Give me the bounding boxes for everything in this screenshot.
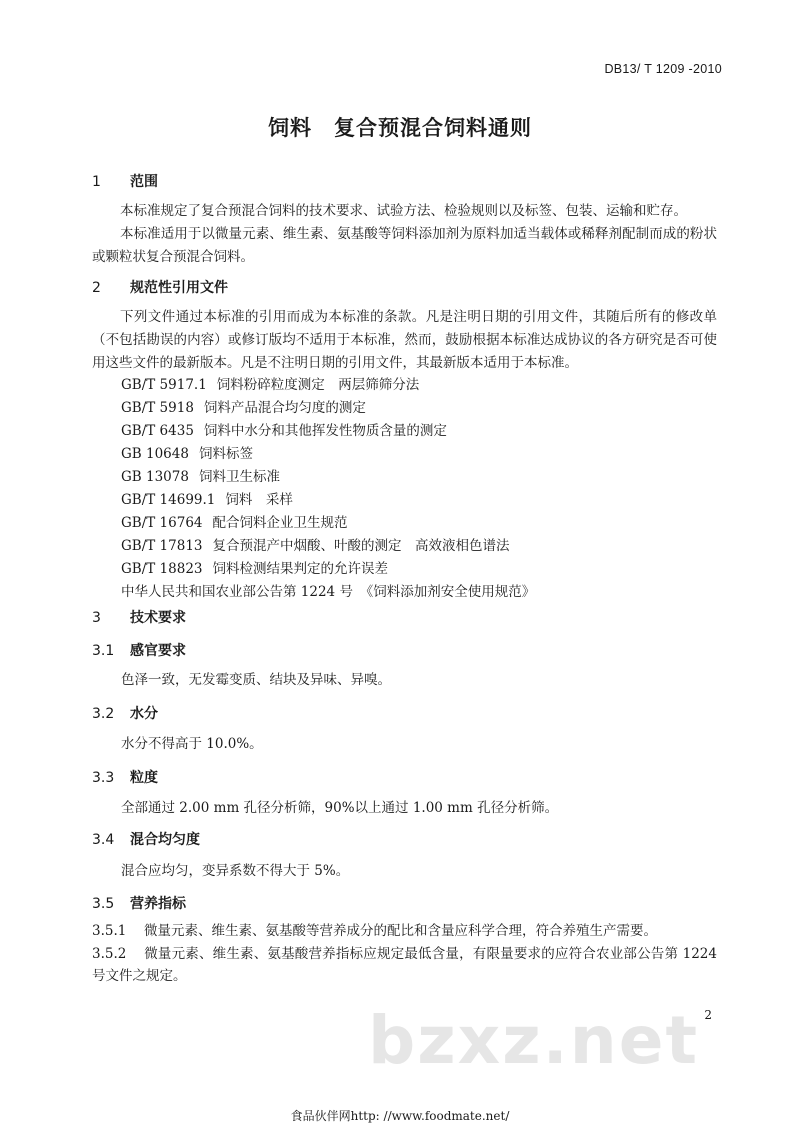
reference-item (121, 489, 535, 512)
reference-title: 饲料粉碎粒度测定 两层筛筛分法 (216, 377, 420, 393)
reference-list (121, 374, 535, 604)
reference-code: GB/T 6435 (121, 423, 194, 439)
reference-title: 中华人民共和国农业部公告第 1224 号 《饲料添加剂安全使用规范》 (121, 584, 536, 600)
standard-code: DB13/ T 1209 -2010 (604, 62, 722, 76)
page-number: 2 (704, 1008, 712, 1022)
section-3-1-text: 色泽一致，无发霉变质、结块及异味、异嗅。 (121, 672, 391, 688)
clause-number: 3.5.2 (92, 946, 127, 962)
section-title: 技术要求 (130, 610, 186, 626)
section-title: 混合均匀度 (130, 832, 200, 848)
section-number: 3 (92, 610, 101, 626)
reference-title: 饲料检测结果判定的允许误差 (212, 561, 388, 577)
reference-item (121, 420, 535, 443)
section-3-4-heading (92, 829, 200, 849)
section-number: 3.1 (92, 643, 115, 659)
title-part-1: 饲料 (268, 116, 312, 140)
reference-code: GB/T 17813 (121, 538, 203, 554)
section-title: 感官要求 (130, 643, 186, 659)
section-number: 3.3 (92, 770, 115, 786)
section-3-3-text: 全部通过 2.00 mm 孔径分析筛，90%以上通过 1.00 mm 孔径分析筛。 (121, 800, 559, 816)
section-3-2-text: 水分不得高于 10.0%。 (121, 736, 263, 752)
clause-number: 3.5.1 (92, 923, 127, 939)
reference-title: 饲料产品混合均匀度的测定 (203, 400, 366, 416)
reference-code: GB 10648 (121, 446, 189, 462)
section-3-5-heading (92, 893, 186, 913)
reference-code: GB/T 5917.1 (121, 377, 207, 393)
reference-code: GB/T 18823 (121, 561, 203, 577)
document-title (0, 112, 800, 142)
section-number: 1 (92, 174, 101, 190)
section-3-1-heading (92, 640, 186, 660)
section-3-5-2 (92, 943, 717, 987)
section-3-3-heading (92, 767, 158, 787)
reference-code: GB/T 5918 (121, 400, 194, 416)
section-2-heading (92, 277, 228, 297)
section-2-para: 下列文件通过本标准的引用而成为本标准的条款。凡是注明日期的引用文件，其随后所有的修改单（不包括勘误的内容）或修订版均不适用于本标准，然而，鼓励根据本标准达成协议的各方研究是否可使用这些文件的最新版本。凡是不注明日期的引用文件，其最新版本适用于本标准。 (92, 309, 717, 371)
reference-title: 饲料标签 (198, 446, 253, 462)
reference-item (121, 535, 535, 558)
watermark-text: bzxz.net (368, 1002, 700, 1079)
section-title: 范围 (130, 174, 158, 190)
section-number: 3.4 (92, 832, 115, 848)
reference-title: 饲料中水分和其他挥发性物质含量的测定 (203, 423, 447, 439)
section-title: 粒度 (130, 770, 158, 786)
section-1-para-1: 本标准规定了复合预混合饲料的技术要求、试验方法、检验规则以及标签、包装、运输和贮存。 (120, 203, 687, 219)
reference-item (121, 443, 535, 466)
clause-text: 微量元素、维生素、氨基酸等营养成分的配比和含量应科学合理，符合养殖生产需要。 (144, 923, 657, 939)
reference-title: 饲料 采样 (225, 492, 293, 508)
section-number: 3.5 (92, 896, 115, 912)
reference-item (121, 374, 535, 397)
section-title: 水分 (130, 706, 158, 722)
section-number: 2 (92, 280, 101, 296)
title-part-2: 复合预混合饲料通则 (334, 116, 532, 140)
reference-code: GB/T 14699.1 (121, 492, 216, 508)
section-3-2-heading (92, 703, 158, 723)
section-title: 营养指标 (130, 896, 186, 912)
clause-text: 微量元素、维生素、氨基酸营养指标应规定最低含量，有限量要求的应符合农业部公告第 1224 号文件之规定。 (92, 946, 717, 984)
section-3-heading (92, 607, 186, 627)
reference-code: GB/T 16764 (121, 515, 203, 531)
section-3-5-1 (92, 920, 717, 942)
reference-title: 配合饲料企业卫生规范 (212, 515, 348, 531)
reference-item (121, 512, 535, 535)
reference-title: 饲料卫生标准 (198, 469, 280, 485)
reference-item (121, 397, 535, 420)
section-3-4-text: 混合应均匀，变异系数不得大于 5%。 (121, 863, 350, 879)
reference-code: GB 13078 (121, 469, 189, 485)
section-1-para-2: 本标准适用于以微量元素、维生素、氨基酸等饲料添加剂为原料加适当载体或稀释剂配制而成的粉状或颗粒状复合预混合饲料。 (92, 226, 717, 265)
section-title: 规范性引用文件 (130, 280, 228, 296)
reference-item (121, 558, 535, 581)
reference-title: 复合预混产中烟酸、叶酸的测定 高效液相色谱法 (212, 538, 510, 554)
reference-item (121, 466, 535, 489)
footer-source: 食品伙伴网http: //www.foodmate.net/ (290, 1109, 510, 1123)
section-1-heading (92, 171, 158, 191)
section-number: 3.2 (92, 706, 115, 722)
reference-item (121, 581, 535, 604)
